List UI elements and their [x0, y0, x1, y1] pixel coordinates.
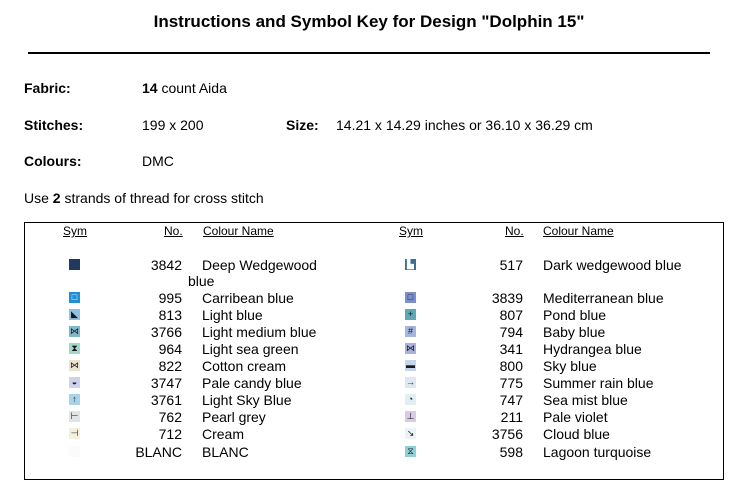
size-label: Size:: [286, 117, 319, 133]
right-symbol-341-icon: ⋈: [406, 343, 415, 353]
right-colour-number: 341: [499, 341, 523, 357]
right-name-header: Colour Name: [543, 224, 614, 238]
left-colour-name: Pearl grey: [202, 409, 266, 425]
left-colour-name-continued: blue: [188, 273, 215, 289]
left-colour-name: Light Sky Blue: [202, 392, 292, 408]
colours-label: Colours:: [24, 153, 82, 169]
size-value: 14.21 x 14.29 inches or 36.10 x 36.29 cm: [336, 117, 593, 133]
left-name-header: Colour Name: [203, 224, 274, 238]
right-symbol-3756-icon: ↘: [406, 428, 415, 438]
right-sym-header: Sym: [399, 224, 423, 238]
right-colour-number: 794: [499, 324, 523, 340]
left-symbol-3842-icon: [69, 259, 80, 270]
right-colour-name: Summer rain blue: [543, 375, 654, 391]
left-colour-name: Pale candy blue: [202, 375, 302, 391]
left-no-header: No.: [164, 224, 183, 238]
left-colour-number: 3747: [150, 375, 182, 391]
left-symbol-822-icon: ⋈: [70, 360, 79, 370]
stitches-value: 199 x 200: [142, 117, 204, 133]
strands-note: [24, 190, 264, 206]
right-colour-name: Dark wedgewood blue: [543, 257, 682, 273]
left-symbol-blanc-icon: [69, 446, 80, 457]
right-symbol-3839-icon: □: [405, 292, 416, 303]
right-symbol-807-icon: +: [405, 309, 416, 320]
left-symbol-813-icon: ◣: [69, 309, 80, 320]
left-colour-name: Cotton cream: [202, 358, 287, 374]
fabric-count: 14: [142, 80, 158, 96]
fabric-rest: count Aida: [157, 80, 227, 96]
left-colour-name: BLANC: [202, 444, 249, 460]
right-colour-number: 747: [499, 392, 523, 408]
left-colour-number: 3761: [150, 392, 182, 408]
right-colour-name: Sea mist blue: [543, 392, 628, 408]
note-post: strands of thread for cross stitch: [60, 190, 264, 206]
right-symbol-794-icon: #: [405, 326, 416, 337]
right-colour-name: Cloud blue: [543, 426, 610, 442]
left-colour-number: 822: [158, 358, 182, 374]
left-symbol-762-icon: ⊢: [70, 411, 79, 421]
colours-value: DMC: [142, 153, 174, 169]
right-colour-number: 211: [500, 409, 523, 425]
left-colour-name: Light blue: [202, 307, 263, 323]
left-colour-number: 995: [158, 290, 182, 306]
left-symbol-964-icon: ⧗: [69, 343, 80, 354]
right-symbol-800-icon: ▬: [406, 360, 415, 370]
left-sym-header: Sym: [63, 224, 87, 238]
left-symbol-3747-icon: ◒: [69, 377, 80, 388]
left-colour-number: 3842: [150, 257, 182, 273]
right-colour-name: Sky blue: [543, 358, 597, 374]
right-colour-number: 3839: [491, 290, 523, 306]
note-strands: 2: [52, 190, 61, 206]
left-symbol-3761-icon: ↑: [69, 394, 80, 405]
left-symbol-3766-icon: ⋈: [70, 326, 79, 336]
right-symbol-775-icon: →: [406, 377, 415, 387]
right-symbol-211-icon: ⊥: [406, 411, 415, 421]
right-colour-name: Pond blue: [543, 307, 607, 323]
left-colour-name: Cream: [202, 426, 245, 442]
right-colour-name: Lagoon turquoise: [543, 444, 652, 460]
right-symbol-747-icon: ◔: [405, 394, 416, 405]
right-colour-name: Mediterranean blue: [543, 290, 664, 306]
left-colour-name: Deep Wedgewood: [202, 257, 317, 273]
left-colour-number: 964: [158, 341, 182, 357]
left-symbol-995-icon: □: [69, 292, 80, 303]
right-colour-name: Baby blue: [543, 324, 606, 340]
left-colour-number: 813: [158, 307, 182, 323]
left-colour-number: BLANC: [135, 444, 182, 460]
right-colour-number: 3756: [491, 426, 523, 442]
right-symbol-517-icon: ▙: [405, 259, 416, 270]
stitches-label: Stitches:: [24, 117, 84, 133]
right-colour-number: 775: [499, 375, 523, 391]
right-no-header: No.: [505, 224, 524, 238]
right-colour-name: Hydrangea blue: [543, 341, 642, 357]
left-symbol-712-icon: ⊣: [70, 428, 79, 438]
right-colour-number: 800: [499, 358, 523, 374]
right-colour-number: 807: [499, 307, 523, 323]
right-colour-number: 517: [499, 257, 523, 273]
right-symbol-598-icon: ⧖: [405, 446, 416, 457]
left-colour-name: Light sea green: [202, 341, 299, 357]
left-colour-name: Light medium blue: [202, 324, 317, 340]
left-colour-number: 3766: [150, 324, 182, 340]
fabric-label: Fabric:: [24, 80, 71, 96]
left-colour-name: Carribean blue: [202, 290, 294, 306]
left-colour-number: 762: [158, 409, 182, 425]
title-divider: [28, 52, 710, 54]
page-title: Instructions and Symbol Key for Design "Dolphin 15": [153, 12, 585, 31]
fabric-value: [142, 80, 227, 96]
right-colour-number: 598: [499, 444, 523, 460]
right-colour-name: Pale violet: [543, 409, 608, 425]
note-pre: Use: [24, 190, 53, 206]
left-colour-number: 712: [158, 426, 182, 442]
